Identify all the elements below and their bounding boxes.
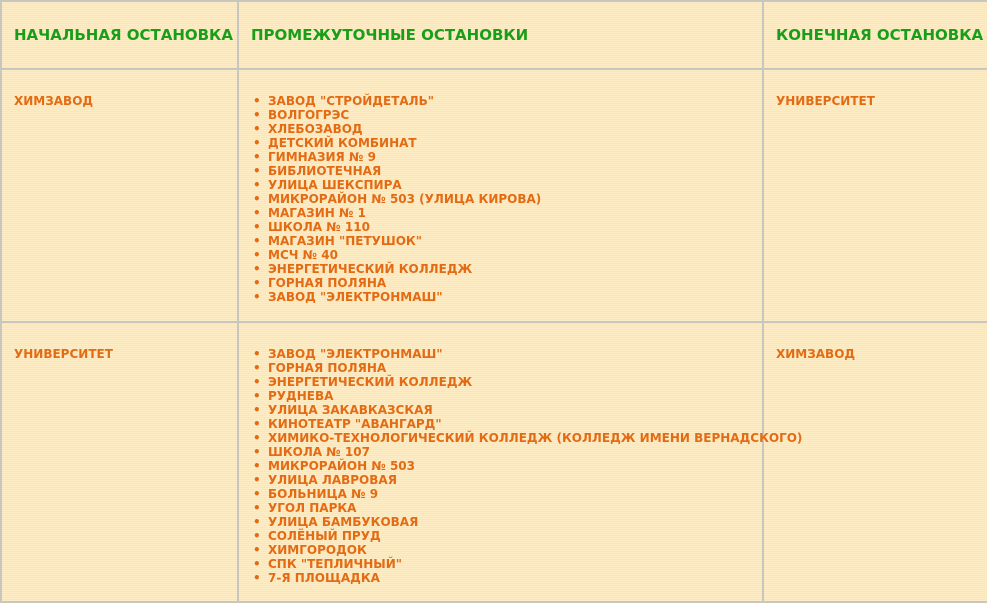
stop-name: РУДНЕВА: [268, 389, 334, 403]
bullet-icon: •: [253, 431, 261, 445]
stop-list-item: [253, 248, 750, 262]
bullet-icon: •: [253, 276, 261, 290]
stop-name: СПК "ТЕПЛИЧНЫЙ": [268, 557, 402, 571]
intermediate-stops-list: [251, 94, 750, 304]
bullet-icon: •: [253, 122, 261, 136]
start-stop-name: УНИВЕРСИТЕТ: [14, 347, 113, 361]
stop-name: ЗАВОД "ЭЛЕКТРОНМАШ": [268, 347, 443, 361]
bullet-icon: •: [253, 108, 261, 122]
stop-list-item: [253, 445, 750, 459]
bullet-icon: •: [253, 501, 261, 515]
stop-list-item: [253, 543, 750, 557]
stop-name: УГОЛ ПАРКА: [268, 501, 357, 515]
stop-name: УЛИЦА ЗАКАВКАЗСКАЯ: [268, 403, 433, 417]
stop-list-item: [253, 529, 750, 543]
stop-list-item: [253, 403, 750, 417]
stop-name: МАГАЗИН "ПЕТУШОК": [268, 234, 422, 248]
bullet-icon: •: [253, 459, 261, 473]
bullet-icon: •: [253, 136, 261, 150]
stop-list-item: [253, 164, 750, 178]
stop-list-item: [253, 206, 750, 220]
start-stop-cell: [1, 69, 238, 322]
stop-list-item: [253, 94, 750, 108]
stop-name: МСЧ № 40: [268, 248, 338, 262]
route-row: [1, 69, 987, 322]
bullet-icon: •: [253, 234, 261, 248]
stop-name: ХЛЕБОЗАВОД: [268, 122, 363, 136]
stop-list-item: [253, 459, 750, 473]
stop-name: ЭНЕРГЕТИЧЕСКИЙ КОЛЛЕДЖ: [268, 375, 473, 389]
table-header: [1, 1, 987, 69]
stop-name: 7-Я ПЛОЩАДКА: [268, 571, 380, 585]
bullet-icon: •: [253, 515, 261, 529]
end-stop-name: УНИВЕРСИТЕТ: [776, 94, 875, 108]
end-stop-cell: [763, 322, 987, 602]
stop-name: ЗАВОД "СТРОЙДЕТАЛЬ": [268, 94, 435, 108]
stop-list-item: [253, 108, 750, 122]
stop-list-item: [253, 571, 750, 585]
stop-name: ЭНЕРГЕТИЧЕСКИЙ КОЛЛЕДЖ: [268, 262, 473, 276]
bullet-icon: •: [253, 262, 261, 276]
header-start-stop: НАЧАЛЬНАЯ ОСТАНОВКА: [1, 1, 238, 69]
bullet-icon: •: [253, 473, 261, 487]
bullet-icon: •: [253, 361, 261, 375]
stop-list-item: [253, 487, 750, 501]
stop-name: ГОРНАЯ ПОЛЯНА: [268, 276, 387, 290]
stop-list-item: [253, 375, 750, 389]
route-row: [1, 322, 987, 602]
bullet-icon: •: [253, 571, 261, 585]
stop-name: ЗАВОД "ЭЛЕКТРОНМАШ": [268, 290, 443, 304]
stop-name: ГОРНАЯ ПОЛЯНА: [268, 361, 387, 375]
bullet-icon: •: [253, 178, 261, 192]
bullet-icon: •: [253, 150, 261, 164]
header-intermediate-stops: ПРОМЕЖУТОЧНЫЕ ОСТАНОВКИ: [238, 1, 763, 69]
bullet-icon: •: [253, 403, 261, 417]
stop-name: МАГАЗИН № 1: [268, 206, 366, 220]
bullet-icon: •: [253, 290, 261, 304]
stop-list-item: [253, 136, 750, 150]
start-stop-name: ХИМЗАВОД: [14, 94, 94, 108]
stop-name: БОЛЬНИЦА № 9: [268, 487, 379, 501]
stop-list-item: [253, 192, 750, 206]
stop-list-item: [253, 417, 750, 431]
stop-name: ШКОЛА № 107: [268, 445, 370, 459]
bullet-icon: •: [253, 192, 261, 206]
stop-list-item: [253, 276, 750, 290]
stop-name: УЛИЦА БАМБУКОВАЯ: [268, 515, 419, 529]
stop-name: ХИМИКО-ТЕХНОЛОГИЧЕСКИЙ КОЛЛЕДЖ (КОЛЛЕДЖ ИМЕНИ ВЕРНАДСКОГО): [268, 431, 803, 445]
stop-list-item: [253, 178, 750, 192]
bullet-icon: •: [253, 487, 261, 501]
bullet-icon: •: [253, 375, 261, 389]
stop-name: ГИМНАЗИЯ № 9: [268, 150, 376, 164]
stop-name: ДЕТСКИЙ КОМБИНАТ: [268, 136, 417, 150]
bullet-icon: •: [253, 557, 261, 571]
stop-list-item: [253, 347, 750, 361]
stop-name: КИНОТЕАТР "АВАНГАРД": [268, 417, 442, 431]
stop-name: ШКОЛА № 110: [268, 220, 370, 234]
bullet-icon: •: [253, 248, 261, 262]
intermediate-stops-list: [251, 347, 803, 585]
stop-list-item: [253, 262, 750, 276]
bullet-icon: •: [253, 94, 261, 108]
intermediate-stops-cell: [238, 69, 763, 322]
stop-list-item: [253, 473, 750, 487]
stop-name: МИКРОРАЙОН № 503: [268, 459, 415, 473]
stop-list-item: [253, 361, 750, 375]
bullet-icon: •: [253, 445, 261, 459]
stop-name: ВОЛГОГРЭС: [268, 108, 350, 122]
stop-list-item: [253, 234, 750, 248]
stop-list-item: [253, 150, 750, 164]
bullet-icon: •: [253, 164, 261, 178]
bullet-icon: •: [253, 389, 261, 403]
stop-name: УЛИЦА ЛАВРОВАЯ: [268, 473, 397, 487]
stop-list-item: [253, 515, 750, 529]
bullet-icon: •: [253, 529, 261, 543]
stop-list-item: [253, 220, 750, 234]
header-end-stop: КОНЕЧНАЯ ОСТАНОВКА: [763, 1, 987, 69]
header-row: [1, 1, 987, 69]
bullet-icon: •: [253, 417, 261, 431]
stop-list-item: [253, 122, 750, 136]
bullet-icon: •: [253, 206, 261, 220]
bullet-icon: •: [253, 220, 261, 234]
stop-name: СОЛЁНЫЙ ПРУД: [268, 529, 381, 543]
stop-name: УЛИЦА ШЕКСПИРА: [268, 178, 402, 192]
start-stop-cell: [1, 322, 238, 602]
end-stop-name: ХИМЗАВОД: [776, 347, 856, 361]
stop-list-item: [253, 290, 750, 304]
end-stop-cell: [763, 69, 987, 322]
stop-list-item: [253, 389, 750, 403]
bullet-icon: •: [253, 543, 261, 557]
stop-list-item: [253, 501, 750, 515]
stop-list-item: [253, 431, 803, 445]
stop-name: БИБЛИОТЕЧНАЯ: [268, 164, 382, 178]
intermediate-stops-cell: [238, 322, 803, 602]
stop-name: ХИМГОРОДОК: [268, 543, 367, 557]
stop-list-item: [253, 557, 750, 571]
stop-name: МИКРОРАЙОН № 503 (УЛИЦА КИРОВА): [268, 192, 542, 206]
bullet-icon: •: [253, 347, 261, 361]
table-body: [1, 69, 987, 602]
